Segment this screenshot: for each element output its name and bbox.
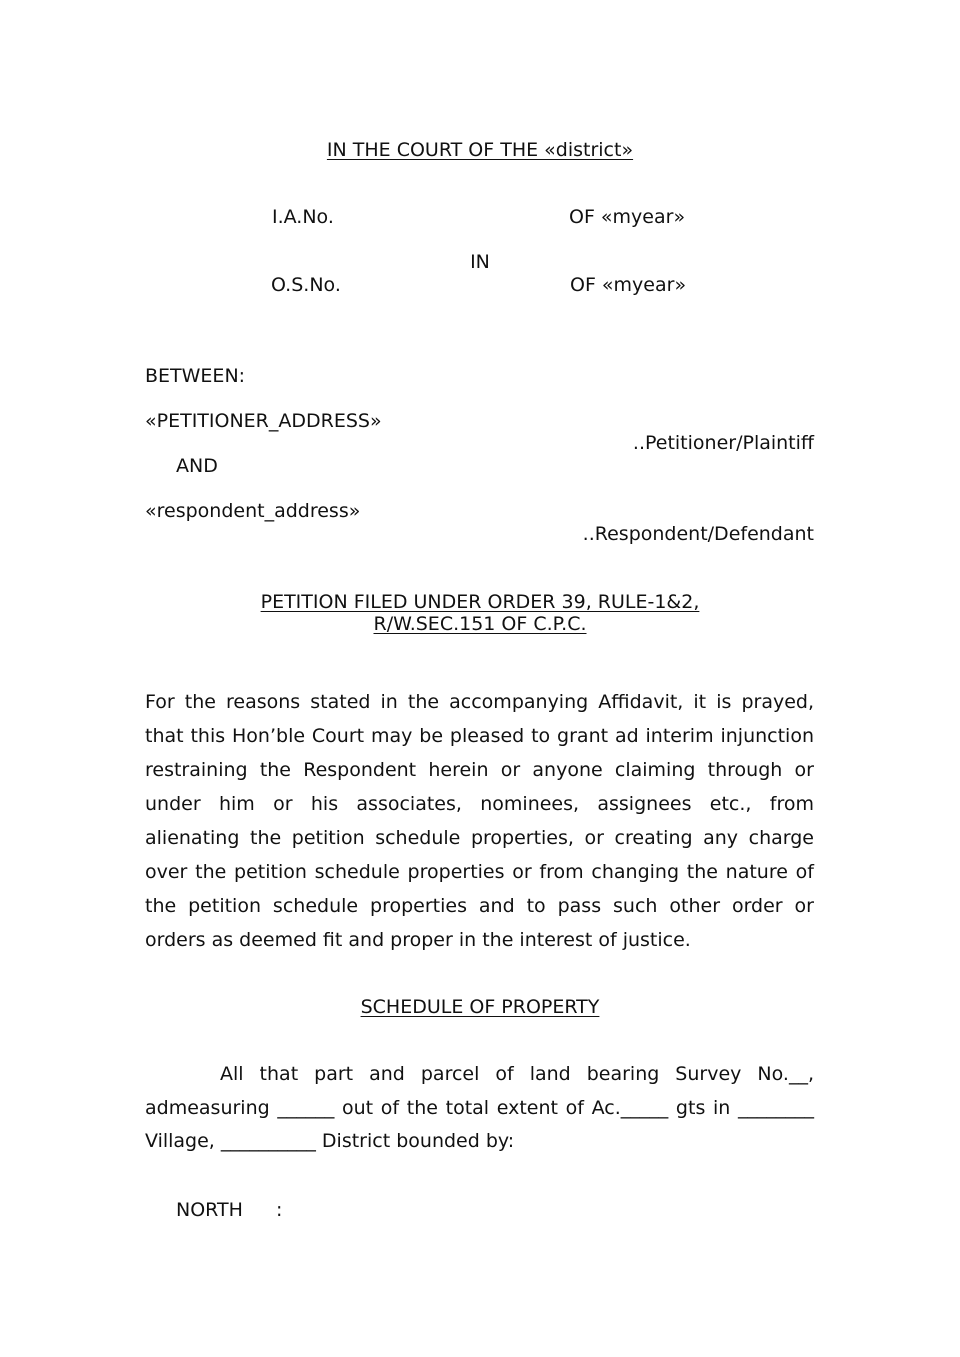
in-label: IN	[470, 251, 490, 273]
os-number-label: O.S.No.	[271, 274, 341, 296]
north-boundary-separator: :	[276, 1199, 283, 1221]
schedule-title: SCHEDULE OF PROPERTY	[360, 996, 600, 1018]
petitioner-address: «PETITIONER_ADDRESS»	[145, 410, 382, 432]
ia-year: OF «myear»	[569, 206, 686, 228]
petitioner-role: ..Petitioner/Plaintiff	[632, 432, 814, 454]
and-label: AND	[176, 455, 218, 477]
prayer-paragraph: For the reasons stated in the accompanying Affidavit, it is prayed, that this Hon’ble Court may be pleased to grant ad interim injunction restraining the Respondent herein or anyone claiming through or under him or his associates, nominees, assignees etc., from alienating the petition schedule properties, or creating any charge over the petition schedule properties or from changing the nature of the petition schedule properties and to pass such other order or orders as deemed fit and proper in the interest of justice.	[145, 691, 814, 951]
court-title: IN THE COURT OF THE «district»	[326, 139, 634, 161]
between-label: BETWEEN:	[145, 365, 246, 387]
respondent-role: ..Respondent/Defendant	[582, 523, 814, 545]
north-boundary-label: NORTH	[176, 1199, 243, 1221]
petition-title-line1: PETITION FILED UNDER ORDER 39, RULE-1&2,	[260, 591, 700, 613]
ia-number-label: I.A.No.	[272, 206, 334, 228]
respondent-address: «respondent_address»	[145, 500, 361, 522]
schedule-description: All that part and parcel of land bearing Survey No.__, admeasuring ______ out of the total extent of Ac._____ gts in ________ Village, __________ District bounded by:	[145, 1063, 814, 1152]
petition-title-line2: R/W.SEC.151 OF C.P.C.	[373, 613, 587, 635]
os-year: OF «myear»	[570, 274, 687, 296]
